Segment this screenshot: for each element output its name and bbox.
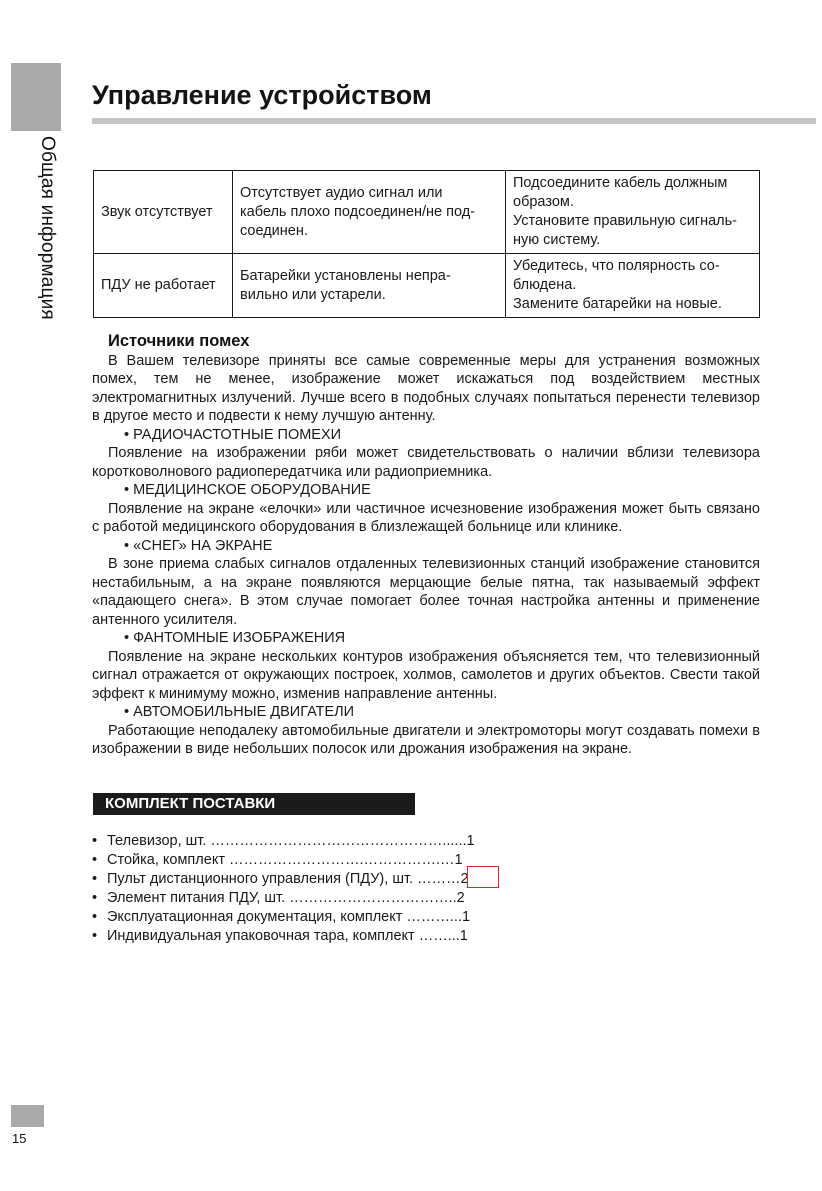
side-tab-marker — [11, 63, 61, 131]
highlight-box — [467, 866, 499, 888]
bullet-icon: • — [92, 928, 98, 944]
problem-cell: Звук отсутствует — [94, 171, 233, 254]
bullet-icon: • — [92, 890, 98, 906]
kit-list — [92, 832, 512, 946]
section-title-medical: • МЕДИЦИНСКОЕ ОБОРУДОВАНИЕ — [124, 482, 371, 498]
bullet-icon: • — [92, 909, 98, 925]
cause-cell: Батарейки установлены непра- вильно или устарели. — [233, 254, 506, 318]
title-divider — [92, 118, 816, 124]
list-item: • Элемент питания ПДУ, шт. ……………………………..2 — [92, 890, 465, 906]
section-text-radio: Появление на изображении ряби может свидетельствовать о наличии вблизи телевизора коротковолнового радиопередатчика или радиоприемника. — [92, 445, 760, 480]
section-text-engines: Работающие неподалеку автомобильные двигатели и электромоторы могут создавать помехи в изображении в виде небольших полосок или дрожания изображения на экране. — [92, 722, 760, 757]
solution-cell: Убедитесь, что полярность со- блюдена. Замените батарейки на новые. — [506, 254, 760, 318]
table-row — [94, 171, 760, 254]
list-item: • Телевизор, шт. …………………………………………......1 — [92, 833, 475, 849]
problem-cell: ПДУ не работает — [94, 254, 233, 318]
section-text-phantom: Появление на экране нескольких контуров изображения объясняется тем, что телевизионный сигнал отражается от окружающих построек, холмов, самолетов и других объектов. Свести такой эффект к минимуму можно, изменив направление антенны. — [92, 648, 760, 702]
interference-section — [92, 332, 760, 759]
bullet-icon: • — [92, 833, 98, 849]
troubleshooting-table — [93, 170, 760, 318]
table-row — [94, 254, 760, 318]
solution-cell: Подсоедините кабель должным образом. Установите правильную сигналь- ную систему. — [506, 171, 760, 254]
bullet-icon: • — [92, 852, 98, 868]
list-item: • Пульт дистанционного управления (ПДУ), шт. ………2 — [92, 871, 469, 887]
list-item: • Индивидуальная упаковочная тара, комплект ……...1 — [92, 928, 468, 944]
kit-heading: КОМПЛЕКТ ПОСТАВКИ — [93, 793, 415, 815]
section-title-radio: • РАДИОЧАСТОТНЫЕ ПОМЕХИ — [124, 426, 342, 443]
list-item: • Эксплуатационная документация, комплект ………...1 — [92, 909, 471, 925]
section-text-snow: В зоне приема слабых сигналов отдаленных телевизионных станций изображение становится нестабильным, а на экране появляются мерцающие белые пятна, так называемый эффект «падающего снега». В этом случае помогает более точная настройка антенны и применение антенного усилителя. — [92, 556, 760, 628]
section-title-snow: • «СНЕГ» НА ЭКРАНЕ — [124, 537, 273, 554]
page-number: 15 — [12, 1131, 27, 1146]
cause-cell: Отсутствует аудио сигнал или кабель плохо подсоединен/не под- соединен. — [233, 171, 506, 254]
page-title: Управление устройством — [92, 80, 432, 110]
bullet-icon: • — [92, 871, 98, 887]
section-text-medical: Появление на экране «елочки» или частичное исчезновение изображения может быть связано с работой медицинского оборудования в близлежащей больнице или клинике. — [92, 500, 760, 535]
interference-heading: Источники помех — [108, 332, 250, 350]
interference-intro: В Вашем телевизоре приняты все самые современные меры для устранения возможных помех, тем не менее, изображение может искажаться под воздействием местных электромагнитных излучений. Лучше всего в подобных случаях попытаться перенести телевизор в другое место и подвести к нему лучшую антенну. — [92, 352, 760, 424]
section-title-engines: • АВТОМОБИЛЬНЫЕ ДВИГАТЕЛИ — [124, 704, 355, 720]
section-side-label: Общая информация — [37, 136, 58, 320]
section-title-phantom: • ФАНТОМНЫЕ ИЗОБРАЖЕНИЯ — [124, 630, 346, 646]
list-item: • Стойка, комплект ……………………….…………….…1 — [92, 852, 463, 868]
page-tab-marker — [11, 1105, 44, 1127]
